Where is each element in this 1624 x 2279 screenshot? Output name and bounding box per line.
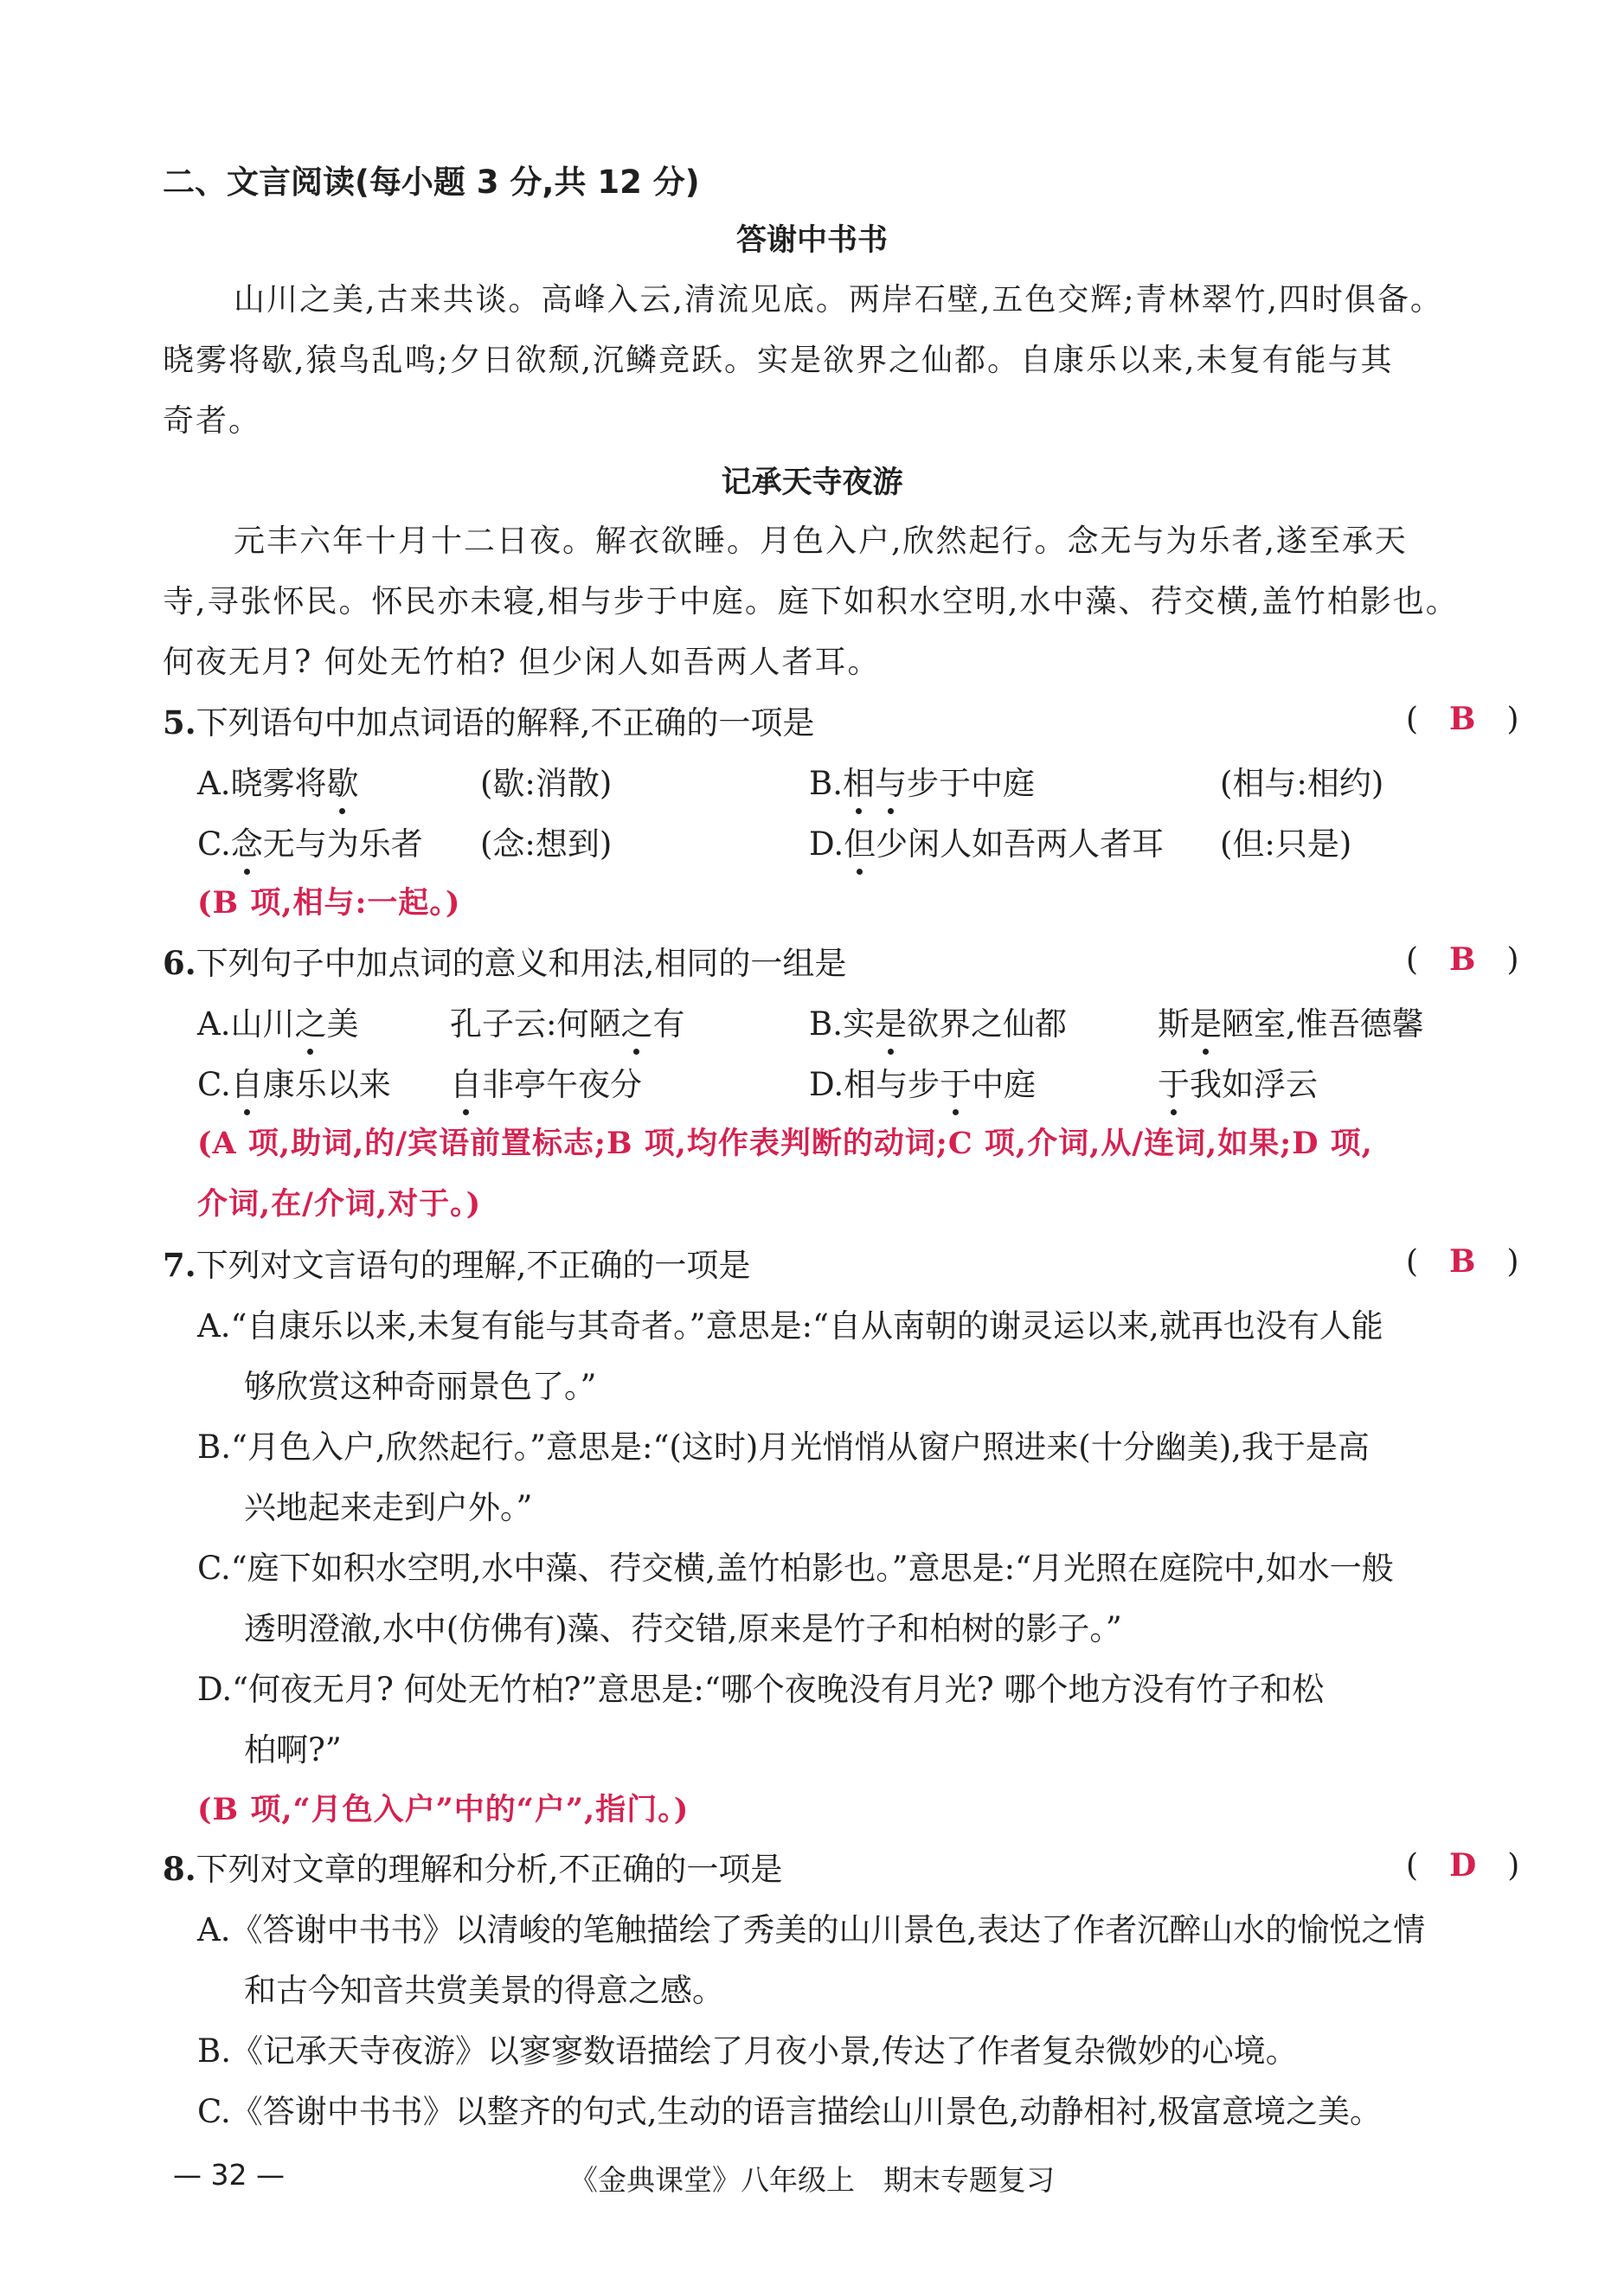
option-text: 非亭午夜分 [482, 1066, 642, 1103]
answer-value: B [1449, 1243, 1476, 1280]
q8-option-c: C.《答谢中书书》以整齐的句式,生动的语言描绘山川景色,动静相衬,极富意境之美。 [197, 2093, 1383, 2130]
dotted-word: 相 [843, 757, 875, 804]
q5-option-c [197, 818, 423, 864]
dotted-word: 于 [940, 1058, 972, 1105]
option-text: 欲界之仙都 [906, 1005, 1067, 1043]
q6-option-a-s1 [197, 998, 358, 1044]
page-number: — 32 — [173, 2158, 285, 2192]
question-8-text: 下列对文章的理解和分析,不正确的一项是 [196, 1851, 783, 1888]
option-text: 步于中庭 [906, 765, 1035, 802]
option-label: A. [197, 765, 231, 802]
q8-option-a-line-1: A.《答谢中书书》以清峻的笔触描绘了秀美的山川景色,表达了作者沉醉山水的愉悦之情 [197, 1911, 1426, 1948]
q6-explanation-line-1: (A 项,助词,的/宾语前置标志;B 项,均作表判断的动词;C 项,介词,从/连词,如果;D 项, [197, 1126, 1373, 1161]
question-7-answer: ( B ) [1406, 1243, 1519, 1280]
passage-2-line-2: 寺,寻张怀民。怀民亦未寝,相与步于中庭。庭下如积水空明,水中藻、荇交横,盖竹柏影也。 [163, 584, 1459, 620]
dotted-word: 于 [1158, 1058, 1190, 1105]
q7-option-b-line-1: B.“月色入户,欣然起行。”意思是:“(这时)月光悄悄从窗户照进来(十分幽美),我于是高 [197, 1428, 1370, 1466]
option-text: 晓雾将 [230, 765, 327, 802]
passage-1-line-3: 奇者。 [163, 403, 262, 439]
q5-explanation: (B 项,相与:一起。) [197, 885, 461, 921]
question-6-answer: ( B ) [1406, 941, 1519, 978]
option-text: 山川 [230, 1005, 295, 1043]
answer-value: D [1449, 1847, 1477, 1884]
passage-2-line-3: 何夜无月? 何处无竹柏? 但少闲人如吾两人者耳。 [163, 645, 881, 680]
q6-option-a-s2 [450, 998, 684, 1044]
option-text: 我如浮云 [1190, 1066, 1318, 1103]
option-text: 康乐以来 [262, 1066, 391, 1103]
q7-option-a-line-2: 够欣赏这种奇丽景色了。” [244, 1368, 597, 1405]
option-text: 美 [326, 1005, 359, 1043]
dotted-word: 念 [231, 818, 263, 864]
option-label: B. [809, 1005, 843, 1043]
q5-option-d [809, 818, 1164, 864]
q6-option-c-s2 [450, 1058, 642, 1105]
q8-option-b: B.《记承天寺夜游》以寥寥数语描绘了月夜小景,传达了作者复杂微妙的心境。 [197, 2032, 1298, 2070]
passage-2-line-1: 元丰六年十月十二日夜。解衣欲睡。月色入户,欣然起行。念无与为乐者,遂至承天 [234, 523, 1408, 559]
passage-title-2: 记承天寺夜游 [721, 465, 903, 500]
q7-option-a-line-1: A.“自康乐以来,未复有能与其奇者。”意思是:“自从南朝的谢灵运以来,就再也没有人能 [197, 1307, 1383, 1345]
dotted-word: 之 [620, 998, 652, 1044]
answer-value: B [1449, 701, 1476, 737]
dotted-word: 自 [231, 1058, 263, 1105]
question-7-number: 7. [163, 1246, 196, 1284]
q7-explanation: (B 项,“月色入户”中的“户”,指门。) [197, 1792, 690, 1827]
option-label: C. [197, 1066, 231, 1103]
question-8-number: 8. [163, 1850, 196, 1888]
option-text: 孔子云:何陋 [450, 1005, 621, 1043]
dotted-word: 是 [875, 998, 907, 1044]
option-text: 中庭 [972, 1066, 1037, 1103]
question-7-stem [163, 1239, 750, 1286]
q5-option-b [809, 757, 1035, 804]
dotted-word: 歇 [326, 757, 358, 804]
option-label: C. [197, 825, 231, 863]
q5-option-a [197, 757, 358, 804]
dotted-word: 是 [1190, 998, 1222, 1044]
option-text: 有 [652, 1005, 685, 1043]
question-5-text: 下列语句中加点词语的解释,不正确的一项是 [196, 704, 815, 741]
book-title: 《金典课堂》八年级上 期末专题复习 [569, 2163, 1055, 2197]
option-text: 斯 [1158, 1005, 1190, 1043]
option-text: 实 [842, 1005, 875, 1043]
passage-1-line-2: 晓雾将歇,猿鸟乱鸣;夕日欲颓,沉鳞竞跃。实是欲界之仙都。自康乐以来,未复有能与其 [163, 343, 1394, 378]
q7-option-c-line-1: C.“庭下如积水空明,水中藻、荇交横,盖竹柏影也。”意思是:“月光照在庭院中,如水一般 [197, 1550, 1394, 1587]
dotted-word: 之 [294, 998, 326, 1044]
q6-explanation-line-2: 介词,在/介词,对于。) [197, 1186, 482, 1222]
option-label: A. [197, 1005, 231, 1043]
option-label: D. [809, 825, 844, 863]
dotted-word: 但 [844, 818, 876, 864]
q6-option-b-s2 [1158, 998, 1424, 1044]
q5-option-c-note: (念:想到) [480, 825, 613, 863]
option-label: B. [809, 765, 843, 802]
option-text: 陋室,惟吾德馨 [1222, 1005, 1424, 1043]
answer-value: B [1449, 941, 1476, 978]
q6-option-d-s2 [1158, 1058, 1318, 1105]
passage-title-1: 答谢中书书 [735, 223, 888, 258]
question-7-text: 下列对文言语句的理解,不正确的一项是 [196, 1247, 751, 1284]
question-6-number: 6. [163, 944, 196, 982]
question-6-text: 下列句子中加点词的意义和用法,相同的一组是 [196, 945, 847, 982]
q7-option-b-line-2: 兴地起来走到户外。” [244, 1489, 533, 1526]
option-text: 相与步 [844, 1066, 940, 1103]
q8-option-a-line-2: 和古今知音共赏美景的得意之感。 [244, 1972, 724, 2009]
question-6-stem [163, 937, 846, 984]
dotted-word: 与 [875, 757, 907, 804]
q6-option-d-s1 [809, 1058, 1036, 1105]
q5-option-a-note: (歇:消散) [480, 765, 613, 802]
question-8-stem [163, 1843, 782, 1890]
question-5-stem [163, 697, 814, 743]
option-text: 少闲人如吾两人者耳 [876, 825, 1165, 863]
q7-option-d-line-2: 柏啊?” [244, 1731, 342, 1769]
q5-option-d-note: (但:只是) [1220, 825, 1352, 863]
q6-option-c-s1 [197, 1058, 391, 1105]
q7-option-d-line-1: D.“何夜无月? 何处无竹柏?”意思是:“哪个夜晚没有月光? 哪个地方没有竹子和松 [197, 1671, 1325, 1708]
q7-option-c-line-2: 透明澄澈,水中(仿佛有)藻、荇交错,原来是竹子和柏树的影子。” [244, 1610, 1122, 1647]
dotted-word: 自 [450, 1058, 482, 1105]
question-5-answer: ( B ) [1406, 701, 1519, 737]
option-text: 无与为乐者 [262, 825, 423, 863]
question-5-number: 5. [163, 703, 196, 741]
q6-option-b-s1 [809, 998, 1067, 1044]
option-label: D. [809, 1066, 844, 1103]
q5-option-b-note: (相与:相约) [1220, 765, 1384, 802]
section-title: 二、文言阅读(每小题 3 分,共 12 分) [163, 164, 700, 201]
passage-1-line-1: 山川之美,古来共谈。高峰入云,清流见底。两岸石壁,五色交辉;青林翠竹,四时俱备。 [234, 282, 1443, 318]
question-8-answer: ( D ) [1406, 1847, 1520, 1884]
